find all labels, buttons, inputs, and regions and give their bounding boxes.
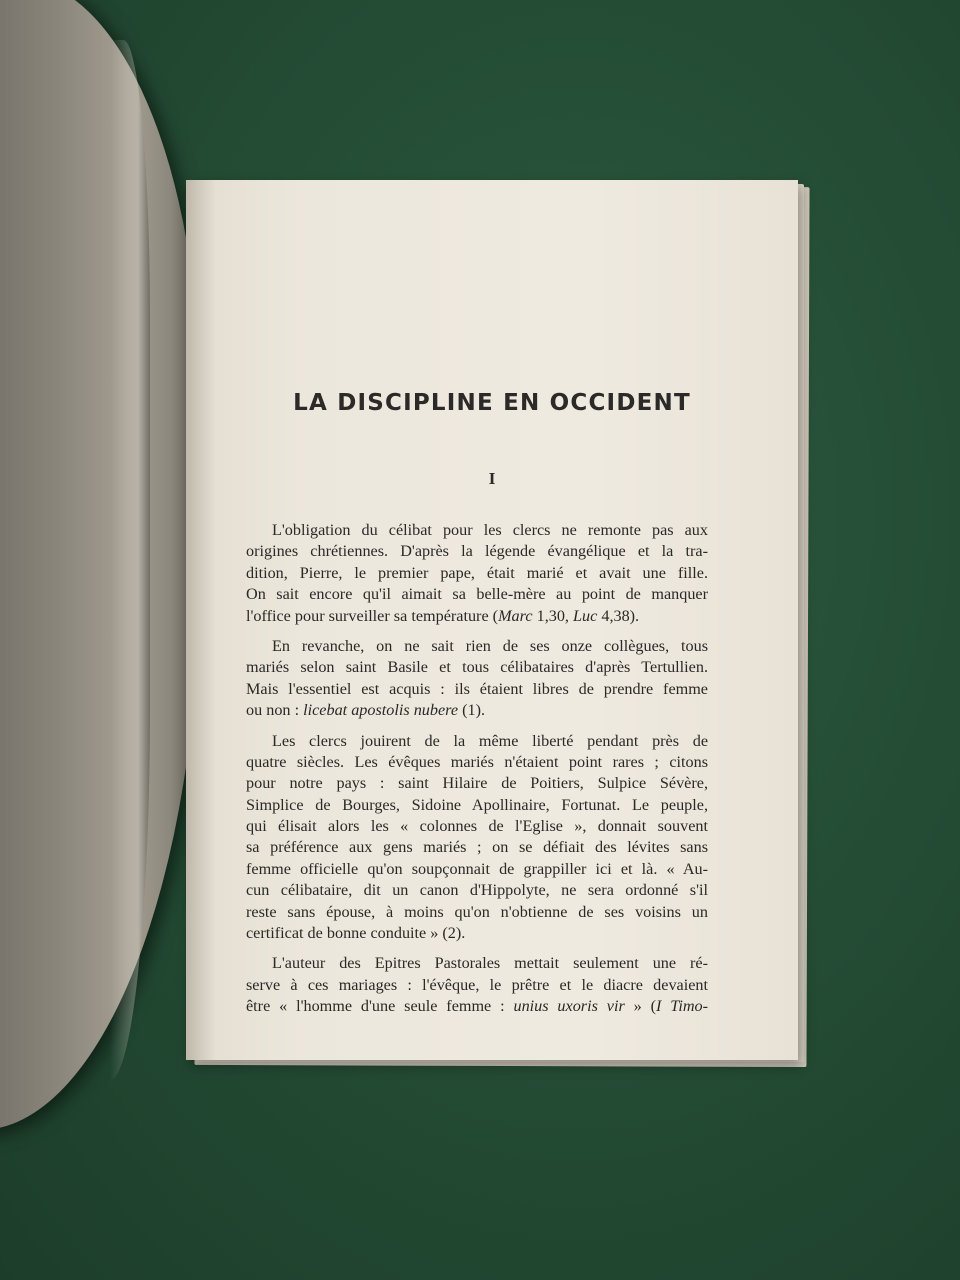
text-line: pour notre pays : saint Hilaire de Poitiers, Sulpice Sévère, [246, 774, 708, 793]
text-line: dition, Pierre, le premier pape, était marié et avait une fille. [246, 563, 708, 582]
paragraph [246, 731, 708, 945]
paragraph [246, 520, 708, 627]
text-line: L'obligation du célibat pour les clercs ne remonte pas aux [272, 521, 708, 539]
text-line: l'office pour surveiller sa température (Marc 1,30, Luc 4,38). [246, 606, 640, 625]
text-line: quatre siècles. Les évêques mariés n'étaient point rares ; citons [246, 752, 708, 771]
text-line: L'auteur des Epitres Pastorales mettait seulement une ré- [272, 954, 708, 973]
text-line: On sait encore qu'il aimait sa belle-mère au point de manquer [246, 585, 708, 604]
left-page [0, 0, 200, 1130]
body-text [246, 520, 708, 1018]
paragraph [246, 636, 708, 722]
text-line: cun célibataire, dit un canon d'Hippolyte, ne sera ordonné s'il [246, 881, 708, 900]
text-line: ou non : licebat apostolis nubere (1). [246, 701, 486, 720]
text-line: qui élisait alors les « colonnes de l'Eglise », donnait souvent [246, 817, 708, 836]
text-line: En revanche, on ne sait rien de ses onze collègues, tous [272, 636, 708, 655]
text-line: reste sans épouse, à moins qu'on n'obtienne de ses voisins un [246, 902, 708, 921]
text-line: Simplice de Bourges, Sidoine Apollinaire, Fortunat. Le peuple, [246, 795, 708, 814]
text-line: origines chrétiennes. D'après la légende évangélique et la tra- [246, 542, 708, 561]
text-line: certificat de bonne conduite » (2). [246, 924, 466, 943]
text-line: serve à ces mariages : l'évêque, le prêtre et le diacre devaient [246, 975, 708, 994]
text-line: mariés selon saint Basile et tous célibataires d'après Tertullien. [246, 658, 708, 677]
text-line: Les clercs jouirent de la même liberté pendant près de [272, 731, 708, 750]
book-page [186, 180, 798, 1060]
section-number: I [488, 469, 496, 488]
paragraph [246, 953, 708, 1017]
text-line: être « l'homme d'une seule femme : unius uxoris vir » (I Timo- [246, 997, 709, 1016]
text-line: femme officielle qu'on soupçonnait de grappiller ici et là. « Au- [246, 859, 708, 878]
text-line: Mais l'essentiel est acquis : ils étaient libres de prendre femme [246, 679, 708, 698]
chapter-title: LA DISCIPLINE EN OCCIDENT [293, 390, 691, 416]
left-page-edge [110, 40, 150, 1080]
text-line: sa préférence aux gens mariés ; on se défiait des lévites sans [246, 838, 708, 857]
